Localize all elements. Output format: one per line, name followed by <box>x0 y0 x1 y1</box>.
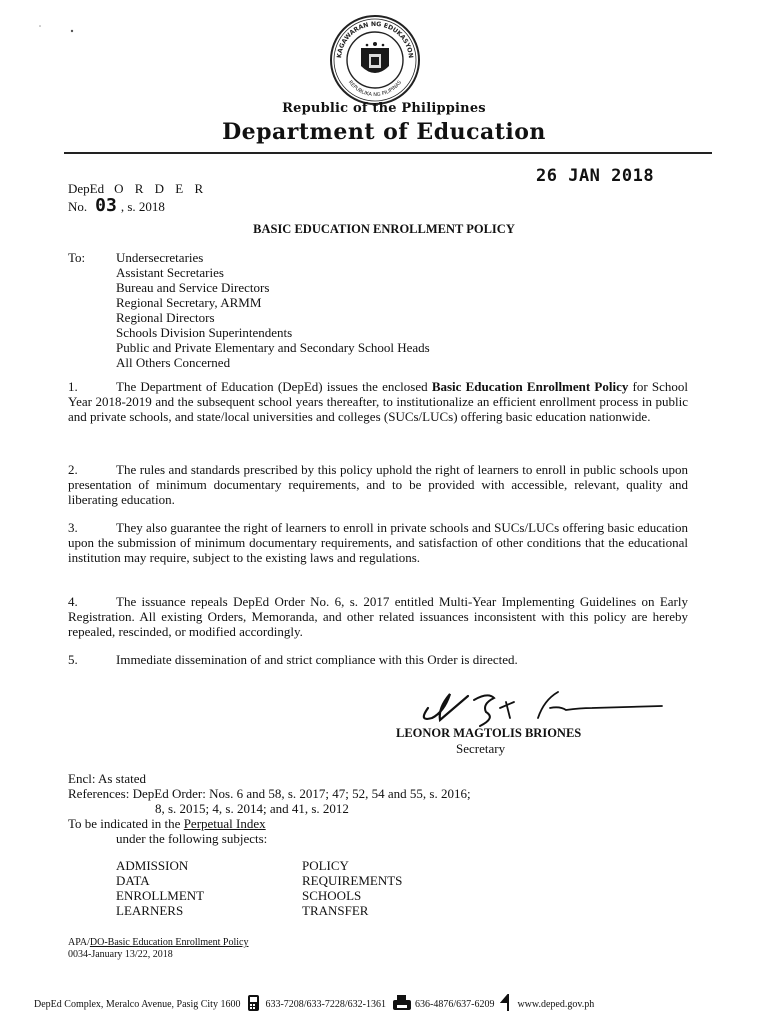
paragraph-text: The rules and standards prescribed by this policy uphold the right of learners to enroll in public schools upon presentation of minimum documentary requirements, and to be provided with accessible, relevant, quality and liberating education. <box>68 462 688 508</box>
deped-seal-logo <box>329 14 421 106</box>
paragraph-text: for School Year 2018-2019 and the subsequent school years thereafter, to institutionalize an efficient enrollment process in public and private schools, and state/local universities and colleges (SUCs/LUCs) offering basic education nationwide. <box>68 379 688 425</box>
paragraph-text: They also guarantee the right of learners to enroll in private schools and SUCs/LUCs offering basic education upon the submission of minimum documentary requirements, and satisfaction of other conditions that the educational institution may require, subject to the existing laws and regulations. <box>68 520 688 566</box>
recipient-item: All Others Concerned <box>116 355 231 370</box>
phone-icon <box>246 994 262 1015</box>
subjects-column-1 <box>116 858 204 918</box>
order-label-deped: DepEd <box>68 181 105 196</box>
perpetual-index-note <box>68 816 266 831</box>
paragraph-2 <box>68 462 688 508</box>
paragraph-number: 5. <box>68 652 78 667</box>
recipient-item: Regional Secretary, ARMM <box>116 295 262 310</box>
footer-website: www.deped.gov.ph <box>517 999 595 1010</box>
signatory-title: Secretary <box>456 741 506 756</box>
subject-item: POLICY <box>302 858 349 873</box>
enclosure-note: Encl: As stated <box>68 771 146 786</box>
subject-item: SCHOOLS <box>302 888 362 903</box>
footer-address: DepEd Complex, Meralco Avenue, Pasig City 1600 <box>34 999 241 1010</box>
paragraph-bold-text: Basic Education Enrollment Policy <box>431 379 629 394</box>
signatory-name: LEONOR MAGTOLIS BRIONES <box>396 726 582 740</box>
file-reference-line-2: 0034-January 13/22, 2018 <box>68 949 173 960</box>
recipient-item: Regional Directors <box>116 310 215 325</box>
order-no-label: No. <box>68 199 88 214</box>
handwritten-signature <box>410 678 670 730</box>
order-series: , s. 2018 <box>120 199 165 214</box>
order-number-line <box>68 195 165 216</box>
paragraph-text: The Department of Education (DepEd) issues the enclosed <box>116 379 432 394</box>
fax-icon <box>392 994 412 1015</box>
recipient-item: Public and Private Elementary and Secondary School Heads <box>116 340 430 355</box>
paragraph-4 <box>68 594 688 640</box>
paragraph-number: 4. <box>68 594 78 609</box>
subject-item: TRANSFER <box>302 903 369 918</box>
file-reference-line-1 <box>68 937 248 949</box>
paragraph-5 <box>68 652 688 667</box>
header-rule <box>64 152 712 154</box>
subject-item: LEARNERS <box>116 903 184 918</box>
paragraph-1 <box>68 379 688 425</box>
perpetual-index-link: Perpetual Index <box>183 816 266 831</box>
subject-item: ADMISSION <box>116 858 189 873</box>
date-stamp: 26 JAN 2018 <box>536 166 655 186</box>
paragraph-number: 2. <box>68 462 78 477</box>
paragraph-number: 1. <box>68 379 78 394</box>
order-label-order: O R D E R <box>114 181 208 196</box>
references-line-1: References: DepEd Order: Nos. 6 and 58, s. 2017; 47; 52, 54 and 55, s. 2016; <box>68 786 471 801</box>
paragraph-3 <box>68 520 688 566</box>
recipient-item: Assistant Secretaries <box>116 265 224 280</box>
svg-text:REPUBLIKA NG PILIPINAS: REPUBLIKA NG PILIPINAS <box>346 79 404 99</box>
subject-item: DATA <box>116 873 150 888</box>
file-reference <box>68 937 248 961</box>
subjects-intro: under the following subjects: <box>116 831 268 846</box>
footer-phones: 633-7208/633-7228/632-1361 <box>265 999 386 1010</box>
recipient-item: Schools Division Superintendents <box>116 325 293 340</box>
subjects-column-2 <box>302 858 402 918</box>
perpetual-index-prefix: To be indicated in the <box>68 816 184 831</box>
recipient-item: Bureau and Service Directors <box>116 280 270 295</box>
references-line-2: 8, s. 2015; 4, s. 2014; and 41, s. 2012 <box>155 801 349 816</box>
paragraph-text: The issuance repeals DepEd Order No. 6, s. 2017 entitled Multi-Year Implementing Guidelines on Early Registration. All existing Orders, Memoranda, and other related issuances inconsistent with this policy are hereby repealed, rescinded, or modified accordingly. <box>68 594 688 640</box>
svg-text:KAGAWARAN NG EDUKASYON: KAGAWARAN NG EDUKASYON <box>335 20 415 59</box>
recipient-list <box>116 250 430 370</box>
document-title: BASIC EDUCATION ENROLLMENT POLICY <box>253 222 515 236</box>
order-number: 03 <box>95 195 117 216</box>
file-reference-title: DO-Basic Education Enrollment Policy <box>89 937 249 948</box>
paragraph-number: 3. <box>68 520 78 535</box>
to-label: To: <box>68 250 86 265</box>
recipient-item: Undersecretaries <box>116 250 204 265</box>
page-footer <box>34 994 594 1015</box>
footer-fax: 636-4876/637-6209 <box>415 999 495 1010</box>
web-icon <box>500 994 514 1015</box>
republic-heading: Republic of the Philippines <box>282 101 486 116</box>
subject-item: REQUIREMENTS <box>302 873 403 888</box>
subject-item: ENROLLMENT <box>116 888 205 903</box>
paragraph-text: Immediate dissemination of and strict compliance with this Order is directed. <box>116 652 518 667</box>
file-reference-prefix: APA/ <box>68 937 90 948</box>
department-heading: Department of Education <box>222 119 546 145</box>
